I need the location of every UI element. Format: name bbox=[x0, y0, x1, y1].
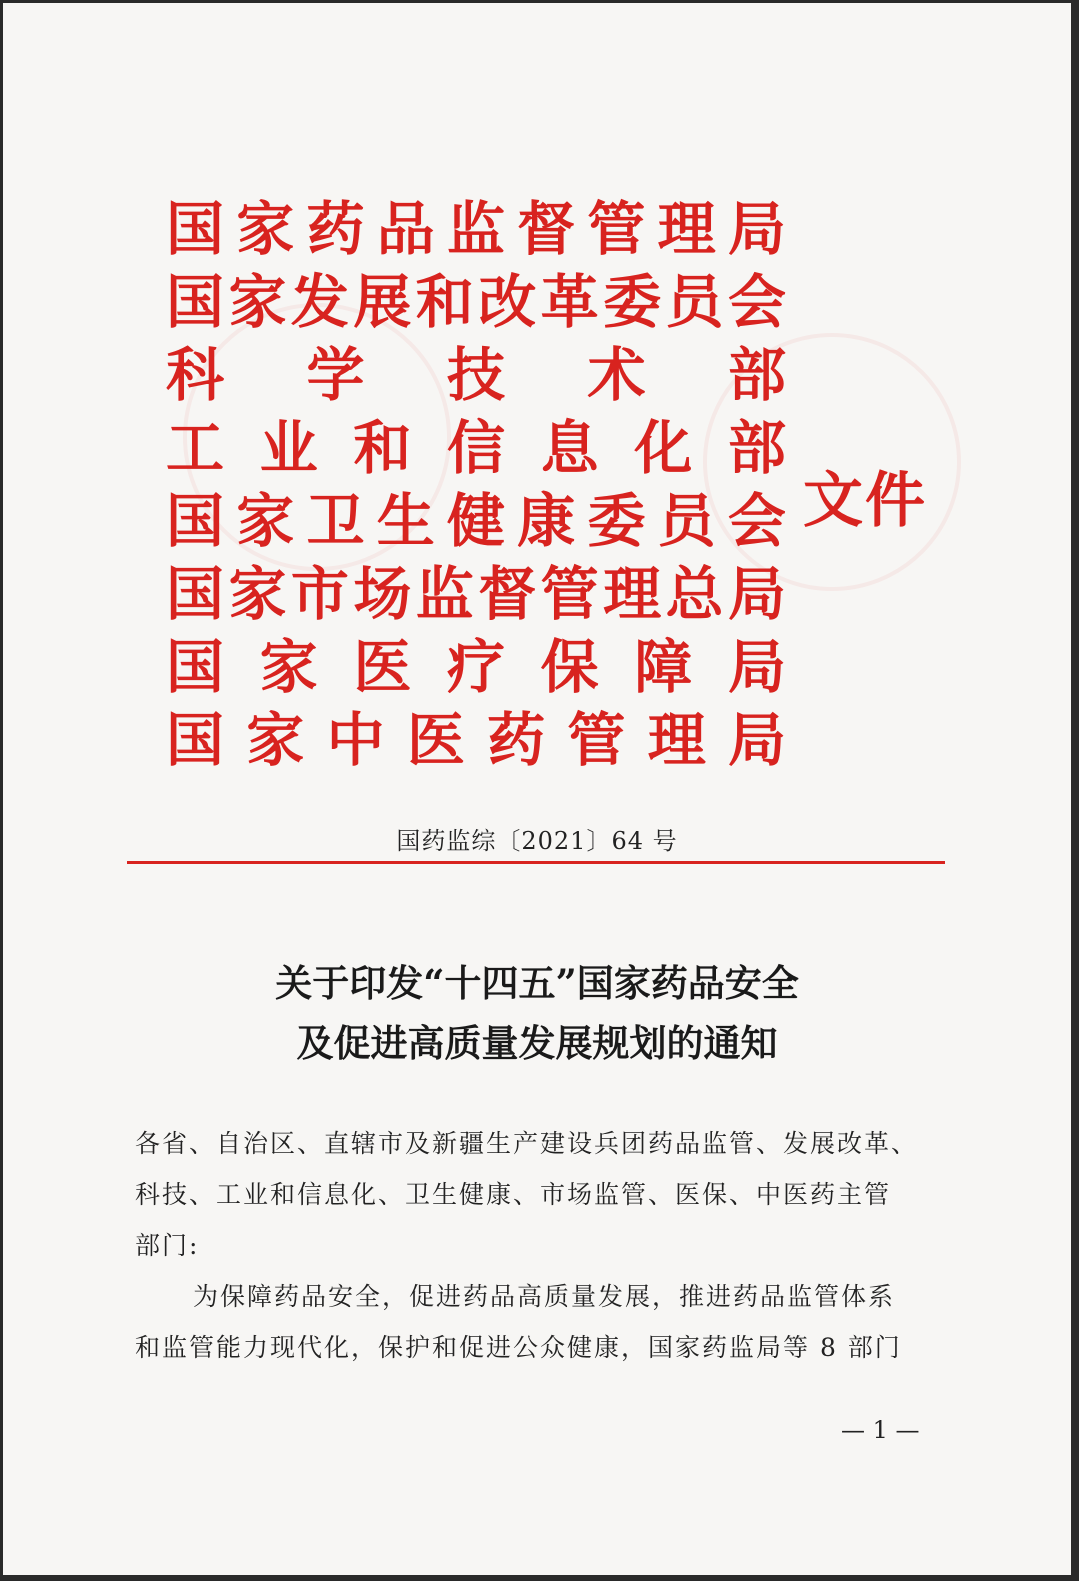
agency-char: 监 bbox=[415, 560, 474, 628]
agency-char: 品 bbox=[376, 195, 435, 263]
agency-char: 市 bbox=[290, 560, 349, 628]
agency-char: 障 bbox=[634, 633, 693, 701]
agency-line bbox=[166, 339, 786, 412]
agency-char: 革 bbox=[540, 268, 599, 336]
agency-char: 家 bbox=[228, 560, 287, 628]
recipients-line-1: 各省、自治区、直辖市及新疆生产建设兵团药品监管、发展改革、 bbox=[135, 1129, 919, 1158]
agency-char: 息 bbox=[540, 414, 599, 482]
agency-char: 健 bbox=[446, 487, 505, 555]
page-number: — 1 — bbox=[841, 1416, 920, 1444]
agency-char: 发 bbox=[290, 268, 349, 336]
agency-line bbox=[166, 266, 786, 339]
agency-char: 局 bbox=[727, 706, 786, 774]
notice-body bbox=[135, 1118, 965, 1373]
agency-char: 国 bbox=[166, 487, 225, 555]
agency-char: 理 bbox=[647, 706, 706, 774]
document-page bbox=[3, 3, 1071, 1575]
agency-char: 管 bbox=[540, 560, 599, 628]
agency-char: 员 bbox=[657, 487, 716, 555]
agency-char: 委 bbox=[587, 487, 646, 555]
agency-char: 场 bbox=[353, 560, 412, 628]
agency-line bbox=[166, 704, 786, 777]
agency-char: 总 bbox=[665, 560, 724, 628]
agency-char: 局 bbox=[727, 633, 786, 701]
agency-char: 医 bbox=[406, 706, 465, 774]
agency-char: 国 bbox=[166, 560, 225, 628]
agency-header bbox=[166, 193, 786, 777]
agency-line bbox=[166, 558, 786, 631]
agency-char: 生 bbox=[376, 487, 435, 555]
agency-char: 理 bbox=[657, 195, 716, 263]
agency-char: 改 bbox=[478, 268, 537, 336]
document-suffix: 文件 bbox=[803, 466, 927, 536]
agency-char: 督 bbox=[478, 560, 537, 628]
agency-char: 家 bbox=[236, 195, 295, 263]
agency-char: 家 bbox=[259, 633, 318, 701]
agency-char: 家 bbox=[236, 487, 295, 555]
agency-char: 和 bbox=[353, 414, 412, 482]
agency-char: 药 bbox=[487, 706, 546, 774]
agency-char: 管 bbox=[567, 706, 626, 774]
paragraph-line-1: 为保障药品安全，促进药品高质量发展，推进药品监管体系 bbox=[193, 1282, 896, 1311]
agency-char: 卫 bbox=[306, 487, 365, 555]
agency-char: 家 bbox=[246, 706, 305, 774]
agency-char: 国 bbox=[166, 633, 225, 701]
agency-char: 国 bbox=[166, 706, 225, 774]
agency-char: 疗 bbox=[446, 633, 505, 701]
agency-line bbox=[166, 412, 786, 485]
agency-char: 学 bbox=[306, 341, 365, 409]
title-line-2: 及促进高质量发展规划的通知 bbox=[296, 1021, 778, 1065]
agency-char: 督 bbox=[517, 195, 576, 263]
agency-char: 国 bbox=[166, 195, 225, 263]
title-line-1: 关于印发“十四五”国家药品安全 bbox=[275, 961, 799, 1005]
document-number: 国药监综〔2021〕64 号 bbox=[396, 827, 678, 855]
agency-char: 员 bbox=[665, 268, 724, 336]
agency-char: 工 bbox=[166, 414, 225, 482]
agency-char: 委 bbox=[603, 268, 662, 336]
agency-char: 会 bbox=[727, 487, 786, 555]
agency-char: 监 bbox=[446, 195, 505, 263]
agency-char: 信 bbox=[446, 414, 505, 482]
agency-char: 中 bbox=[326, 706, 385, 774]
agency-char: 管 bbox=[587, 195, 646, 263]
agency-char: 科 bbox=[166, 341, 225, 409]
agency-char: 化 bbox=[634, 414, 693, 482]
agency-char: 和 bbox=[415, 268, 474, 336]
agency-char: 业 bbox=[259, 414, 318, 482]
recipients-line-3: 部门: bbox=[135, 1231, 200, 1260]
agency-char: 术 bbox=[587, 341, 646, 409]
agency-char: 康 bbox=[517, 487, 576, 555]
recipients-line-2: 科技、工业和信息化、卫生健康、市场监管、医保、中医药主管 bbox=[135, 1180, 892, 1209]
agency-line bbox=[166, 485, 786, 558]
red-divider bbox=[127, 861, 945, 864]
agency-char: 医 bbox=[353, 633, 412, 701]
agency-char: 会 bbox=[727, 268, 786, 336]
agency-char: 家 bbox=[228, 268, 287, 336]
agency-char: 局 bbox=[727, 560, 786, 628]
agency-char: 技 bbox=[446, 341, 505, 409]
agency-char: 展 bbox=[353, 268, 412, 336]
notice-title bbox=[3, 953, 1071, 1073]
agency-char: 国 bbox=[166, 268, 225, 336]
paragraph-line-2: 和监管能力现代化，保护和促进公众健康，国家药监局等 8 部门 bbox=[135, 1333, 902, 1362]
agency-char: 部 bbox=[727, 414, 786, 482]
agency-char: 部 bbox=[727, 341, 786, 409]
agency-line bbox=[166, 631, 786, 704]
agency-line bbox=[166, 193, 786, 266]
agency-char: 保 bbox=[540, 633, 599, 701]
agency-char: 理 bbox=[603, 560, 662, 628]
agency-char: 药 bbox=[306, 195, 365, 263]
agency-char: 局 bbox=[727, 195, 786, 263]
